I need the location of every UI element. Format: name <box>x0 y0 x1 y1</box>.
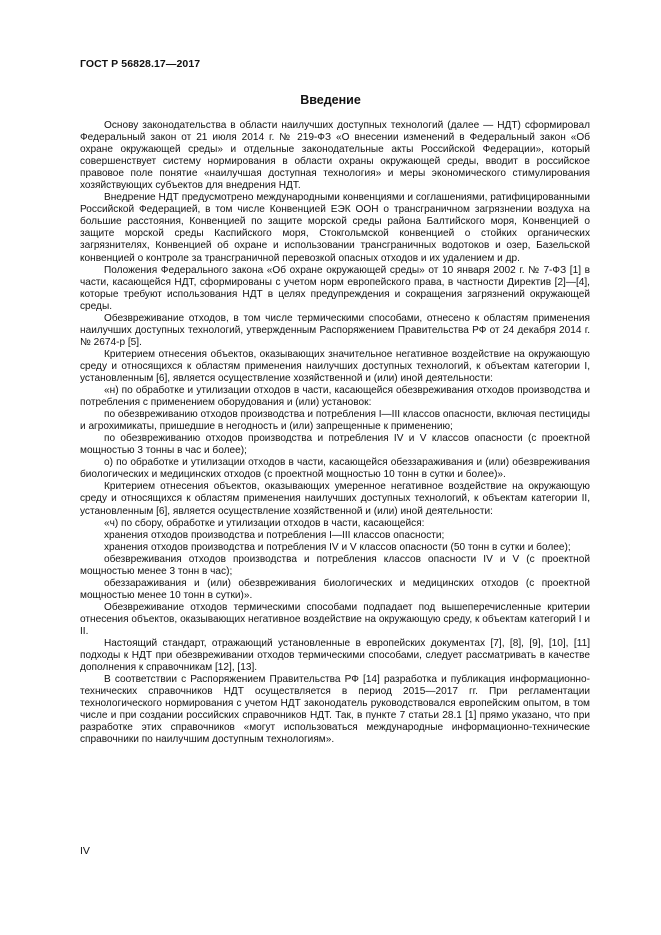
paragraph: обеззараживания и (или) обезвреживания биологических и медицинских отходов (с проектной мощностью менее 10 тонн в сутки)». <box>80 577 590 601</box>
paragraph: обезвреживания отходов производства и потребления классов опасности IV и V (с проектной мощностью менее 3 тонн в час); <box>80 553 590 577</box>
section-body <box>80 120 590 746</box>
paragraph: хранения отходов производства и потребления I—III классов опасности; <box>104 529 445 541</box>
paragraph: В соответствии с Распоряжением Правительства РФ [14] разработка и публикация информационно-технических справочников НДТ осуществляется в период 2015—2017 гг. При регламентации технологического нормирования с учетом НДТ законодатель руководствовался европейским опытом, в том числе и при создании российских справочников НДТ. Так, в пункте 7 статьи 28.1 [1] прямо указано, что при разработке этих справочников «могут использоваться международные информационно-технические справочники по наилучшим доступным технологиям». <box>80 674 590 746</box>
paragraph: Критерием отнесения объектов, оказывающих умеренное негативное воздействие на окружающую среду и относящихся к областям применения наилучших доступных технологий, к объектам категории II, установленным [6], является осуществление хозяйственной и (или) иной деятельности: <box>80 481 590 517</box>
paragraph: Обезвреживание отходов, в том числе термическими способами, отнесено к областям применения наилучших доступных технологий, утвержденным Распоряжением Правительства РФ от 24 декабря 2014 г. № 2674-р [5]. <box>80 312 590 348</box>
paragraph: о) по обработке и утилизации отходов в части, касающейся обеззараживания и (или) обезвреживания биологических и медицинских отходов (с проектной мощностью 10 тонн в сутки и более)». <box>80 457 590 481</box>
paragraph: Основу законодательства в области наилучших доступных технологий (далее — НДТ) сформировал Федеральный закон от 21 июля 2014 г. № 219-ФЗ «О внесении изменений в Федеральный закон «Об охране окружающей среды» и отдельные законодательные акты Российской Федерации», который совершенствует систему нормирования в области охраны окружающей среды, вводит в российское правовое поле понятие «наилучшая доступная технология» и меры экономического стимулирования хозяйствующих субъектов для внедрения НДТ. <box>80 120 590 192</box>
page-number: IV <box>80 845 90 857</box>
paragraph: Положения Федерального закона «Об охране окружающей среды» от 10 января 2002 г. № 7-ФЗ [1] в части, касающейся НДТ, сформированы с учетом норм европейского права, в частности Директив [2]—[4], которые требуют использования НДТ в целях предупреждения и сокращения загрязнений окружающей среды. <box>80 264 590 312</box>
paragraph: Внедрение НДТ предусмотрено международными конвенциями и соглашениями, ратифицированными Российской Федерацией, в том числе Конвенцией ЕЭК ООН о трансграничном загрязнении воздуха на большие расстояния, Конвенцией по защите морской среды района Балтийского моря, Конвенцией о защите морской среды Каспийского моря, Стокгольмской конвенцией о стойких органических загрязнителях, Конвенцией об охране и использовании трансграничных водотоков и озер, Базельской конвенцией о контроле за трансграничной перевозкой опасных отходов и их удалением и др. <box>80 192 590 264</box>
paragraph: по обезвреживанию отходов производства и потребления I—III классов опасности, включая пестициды и агрохимикаты, пришедшие в негодность и (или) запрещенные к применению; <box>80 409 590 433</box>
document-header: ГОСТ Р 56828.17—2017 <box>80 58 201 70</box>
paragraph: хранения отходов производства и потребления IV и V классов опасности (50 тонн в сутки и более); <box>104 541 571 553</box>
paragraph: Обезвреживание отходов термическими способами подпадает под вышеперечисленные критерии отнесения объектов, оказывающих негативное воздействие на окружающую среду, к объектам категорий I и II. <box>80 601 590 637</box>
paragraph: Настоящий стандарт, отражающий установленные в европейских документах [7], [8], [9], [10], [11] подходы к НДТ при обезвреживании отходов термическими способами, следует рассматривать в качестве дополнения к справочникам [12], [13]. <box>80 638 590 674</box>
paragraph: «ч) по сбору, обработке и утилизации отходов в части, касающейся: <box>104 517 425 529</box>
section-title: Введение <box>300 93 361 107</box>
paragraph: Критерием отнесения объектов, оказывающих значительное негативное воздействие на окружающую среду и относящихся к областям применения наилучших доступных технологий, к объектам категории I, установленным [6], является осуществление хозяйственной и (или) иной деятельности: <box>80 348 590 384</box>
paragraph: по обезвреживанию отходов производства и потребления IV и V классов опасности (с проектной мощностью 3 тонны в час и более); <box>80 433 590 457</box>
paragraph: «н) по обработке и утилизации отходов в части, касающейся обезвреживания отходов производства и потребления с применением оборудования и (или) установок: <box>80 385 590 409</box>
